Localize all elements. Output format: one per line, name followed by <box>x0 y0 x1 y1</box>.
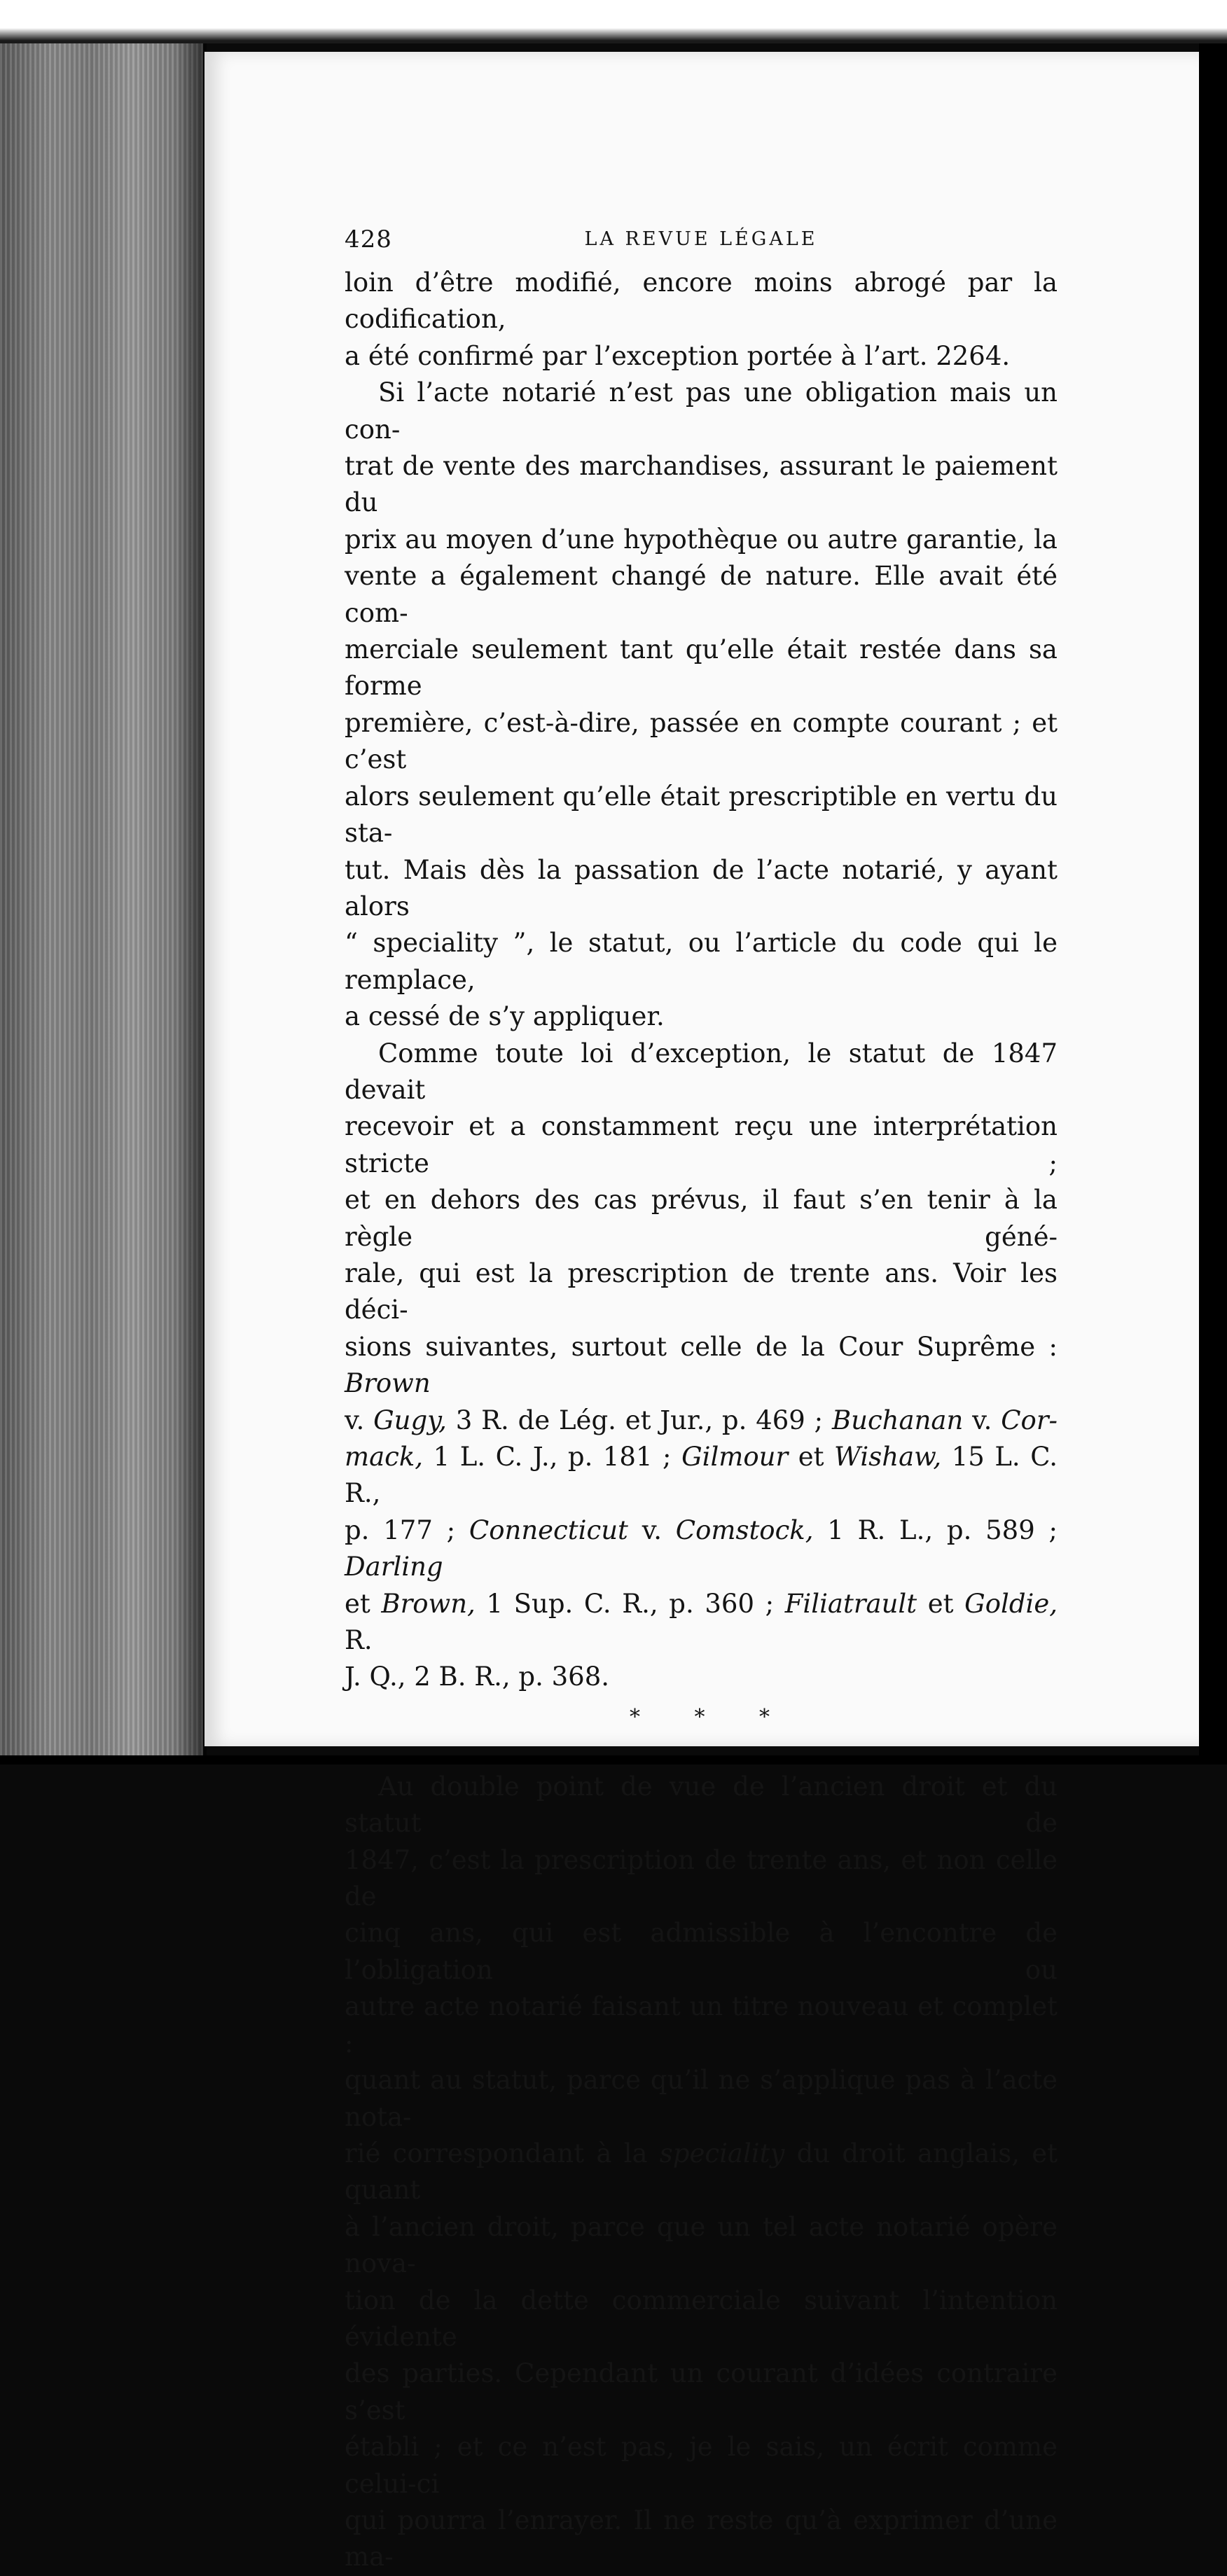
text-line: Au double point de vue de l’ancien droit et du statut de <box>345 1771 1058 1839</box>
case-name: Gugy, <box>373 1405 447 1435</box>
text-span: v. <box>642 1515 662 1545</box>
text-line <box>345 1586 1058 1659</box>
case-name: Brown <box>345 1368 431 1399</box>
text-line <box>345 2136 1058 2209</box>
case-name: Wishaw, <box>834 1442 942 1472</box>
text-line: cinq ans, qui est admissible à l’encontre de l’obligation ou <box>345 1918 1058 1985</box>
text-line: et en dehors des cas prévus, il faut s’en tenir à la règle géné- <box>345 1185 1058 1252</box>
case-name: Comstock, <box>675 1515 814 1545</box>
text-line: à l’ancien droit, parce que un tel acte notarié opère nova- <box>345 2211 1058 2279</box>
case-name: Cor- <box>1001 1405 1058 1435</box>
case-name: Buchanan <box>831 1405 964 1435</box>
case-name: Filiatrault <box>784 1588 917 1619</box>
gutter-shadow <box>175 43 207 1755</box>
book-page-edges <box>0 43 203 1755</box>
body-text <box>345 265 1058 2576</box>
page-number: 428 <box>345 225 392 253</box>
scan-right-border <box>1199 43 1227 1764</box>
text-line <box>345 1512 1058 1586</box>
text-line: alors seulement qu’elle était prescriptible en vertu du sta- <box>345 781 1058 849</box>
text-line <box>345 1329 1058 1402</box>
text-span: rié correspondant à la <box>345 2138 648 2168</box>
case-name: Gilmour <box>681 1442 789 1472</box>
case-name: Goldie, <box>964 1588 1058 1619</box>
text-line: “ speciality ”, le statut, ou l’article du code qui le remplace, <box>345 928 1058 995</box>
text-span: R. <box>345 1625 373 1656</box>
text-line: des parties. Cependant un courant d’idées contraire s’est <box>345 2358 1058 2425</box>
text-span: 1 L. C. J., p. 181 ; <box>433 1442 672 1472</box>
text-line: recevoir et a constamment reçu une interprétation stricte ; <box>345 1111 1058 1178</box>
running-title: LA REVUE LÉGALE <box>584 228 818 250</box>
text-line: Si l’acte notarié n’est pas une obligation mais un con- <box>345 377 1058 445</box>
text-span: sions suivantes, surtout celle de la Cour Suprême : <box>345 1331 1058 1362</box>
text-line: tut. Mais dès la passation de l’acte notarié, y ayant alors <box>345 854 1058 921</box>
section-gap <box>345 1732 1058 1769</box>
text-line: merciale seulement tant qu’elle était restée dans sa forme <box>345 634 1058 702</box>
text-span: p. 177 ; <box>345 1515 456 1545</box>
case-name: mack, <box>345 1442 424 1472</box>
text-span: et <box>798 1442 824 1472</box>
text-span: 1 R. L., p. 589 ; <box>827 1515 1058 1545</box>
text-line: rale, qui est la prescription de trente ans. Voir les déci- <box>345 1258 1058 1325</box>
text-line: première, c’est-à-dire, passée en compte courant ; et c’est <box>345 707 1058 775</box>
text-span: 3 R. de Lég. et Jur., p. 469 ; <box>455 1405 824 1435</box>
text-line: trat de vente des marchandises, assurant le paiement du <box>345 451 1058 518</box>
text-line: autre acte notarié faisant un titre nouveau et complet : <box>345 1991 1058 2059</box>
text-span: et <box>927 1588 954 1619</box>
text-line <box>345 1402 1058 1439</box>
text-line: établi ; et ce n’est pas, je le sais, un écrit comme celui-ci <box>345 2432 1058 2499</box>
text-line: a cessé de s’y appliquer. <box>345 1001 665 1032</box>
term: speciality <box>659 2138 785 2168</box>
text-line: Comme toute loi d’exception, le statut de 1847 devait <box>345 1038 1058 1105</box>
section-separator: * * * <box>629 1704 794 1729</box>
scan-top-margin <box>0 0 1227 43</box>
text-line: qui pourra l’enrayer. Il ne reste qu’à exprimer d’une ma- <box>345 2505 1058 2572</box>
text-span: v. <box>345 1405 365 1435</box>
text-line: quant au statut, parce qu’il ne s’applique pas à l’acte nota- <box>345 2065 1058 2132</box>
text-line: 1847, c’est la prescription de trente ans, et non celle de <box>345 1844 1058 1912</box>
text-line: J. Q., 2 B. R., p. 368. <box>345 1662 610 1692</box>
case-name: Connecticut <box>469 1515 628 1545</box>
text-line: prix au moyen d’une hypothèque ou autre garantie, la <box>345 524 1058 555</box>
running-header <box>345 225 1058 253</box>
text-line: loin d’être modifié, encore moins abrogé par la codification, <box>345 267 1058 335</box>
case-name: Darling <box>345 1552 443 1582</box>
text-span: du droit anglais, et quant <box>345 2138 1058 2206</box>
text-span: 1 Sup. C. R., p. 360 ; <box>486 1588 775 1619</box>
text-line: a été confirmé par l’exception portée à l’art. 2264. <box>345 340 1011 371</box>
case-name: Brown, <box>381 1588 476 1619</box>
text-line: tion de la dette commerciale suivant l’intention évidente <box>345 2285 1058 2352</box>
text-line <box>345 1439 1058 1512</box>
text-span: et <box>345 1588 370 1619</box>
text-line: vente a également changé de nature. Elle avait été com- <box>345 561 1058 628</box>
text-span: 15 L. C. R., <box>345 1442 1058 1509</box>
text-span: v. <box>972 1405 992 1435</box>
